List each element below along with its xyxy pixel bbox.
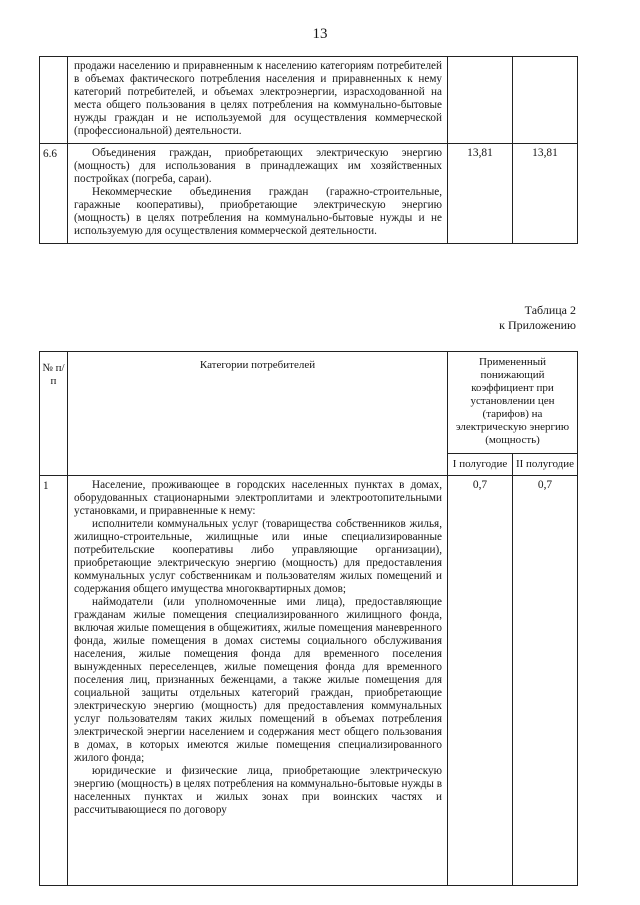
row-number xyxy=(40,57,68,144)
coefficient-table xyxy=(39,351,578,886)
row-number: 1 xyxy=(40,476,68,886)
value-half-1: 0,7 xyxy=(448,476,513,886)
table-row xyxy=(40,476,578,886)
value-half-2: 0,7 xyxy=(513,476,578,886)
continued-tariff-table xyxy=(39,56,578,244)
category-cell xyxy=(68,144,448,244)
category-cell xyxy=(68,57,448,144)
table-row xyxy=(40,57,578,144)
category-paragraph: Население, проживающее в городских населенных пунктах в домах, оборудованных стационарными электроплитами и электроотопительными установками, и приравненные к нему: xyxy=(74,479,442,517)
table-caption-reference: к Приложению xyxy=(499,318,576,332)
value-half-1: 13,81 xyxy=(448,144,513,244)
row-number: 6.6 xyxy=(40,144,68,244)
category-paragraph: Некоммерческие объединения граждан (гаражно-строительные, гаражные кооперативы), приобретающие электрическую энергию (мощность) в целях потребления на коммунально-бытовые нужды и не используемую для осуществления коммерческой деятельности. xyxy=(74,186,442,237)
table-row xyxy=(40,144,578,244)
category-paragraph: юридические и физические лица, приобретающие электрическую энергию (мощность) в целях потребления на коммунально-бытовые нужды в населенных пунктах и жилых зонах при воинских частях и рассчитывающиеся по договору xyxy=(74,765,442,816)
header-category: Категории потребителей xyxy=(68,352,448,476)
header-number: № п/п xyxy=(40,352,68,476)
table-caption-title: Таблица 2 xyxy=(524,303,576,317)
category-paragraph: Объединения граждан, приобретающих электрическую энергию (мощность) для использования в принадлежащих им хозяйственных постройках (погреба, сараи). xyxy=(74,147,442,185)
value-half-1 xyxy=(448,57,513,144)
header-half-2: II полугодие xyxy=(513,454,578,476)
table-header-row xyxy=(40,352,578,454)
header-half-1: I полугодие xyxy=(448,454,513,476)
page-number: 13 xyxy=(312,26,328,42)
category-paragraph: продажи населению и приравненным к населению категориям потребителей в объемах фактического потребления населения и приравненных к нему категорий потребителей, и объемах электроэнергии, израсходованной на места общего пользования в целях потребления на коммунально-бытовые нужды граждан и не используемой для осуществления коммерческой (профессиональной) деятельности. xyxy=(74,60,442,137)
value-half-2 xyxy=(513,57,578,144)
header-coefficient: Примененный понижающий коэффициент при установлении цен (тарифов) на электрическую энергию (мощность) xyxy=(448,352,578,454)
category-paragraph: наймодатели (или уполномоченные ими лица), предоставляющие гражданам жилые помещения специализированного жилищного фонда, включая жилые помещения в общежитиях, жилые помещения маневренного фонда, жилые помещения в домах системы социального обслуживания населения, жилые помещения фонда для временного поселения вынужденных переселенцев, жилые помещения фонда для временного поселения лиц, признанных беженцами, а также жилые помещения для социальной защиты отдельных категорий граждан, приобретающие электрическую энергию (мощность) для предоставления коммунальных услуг пользователям таких жилых помещений в объемах потребления электрической энергии населением и содержания мест общего пользования в домах, в которых имеются жилые помещения специализированного жилого фонда; xyxy=(74,596,442,764)
category-cell xyxy=(68,476,448,886)
category-paragraph: исполнители коммунальных услуг (товарищества собственников жилья, жилищно-строительные, жилищные или иные специализированные потребительские кооперативы либо управляющие организации), приобретающие электрическую энергию (мощность) для предоставления коммунальных услуг собственникам и пользователям жилых помещений и содержания общего имущества многоквартирных домов; xyxy=(74,518,442,595)
value-half-2: 13,81 xyxy=(513,144,578,244)
